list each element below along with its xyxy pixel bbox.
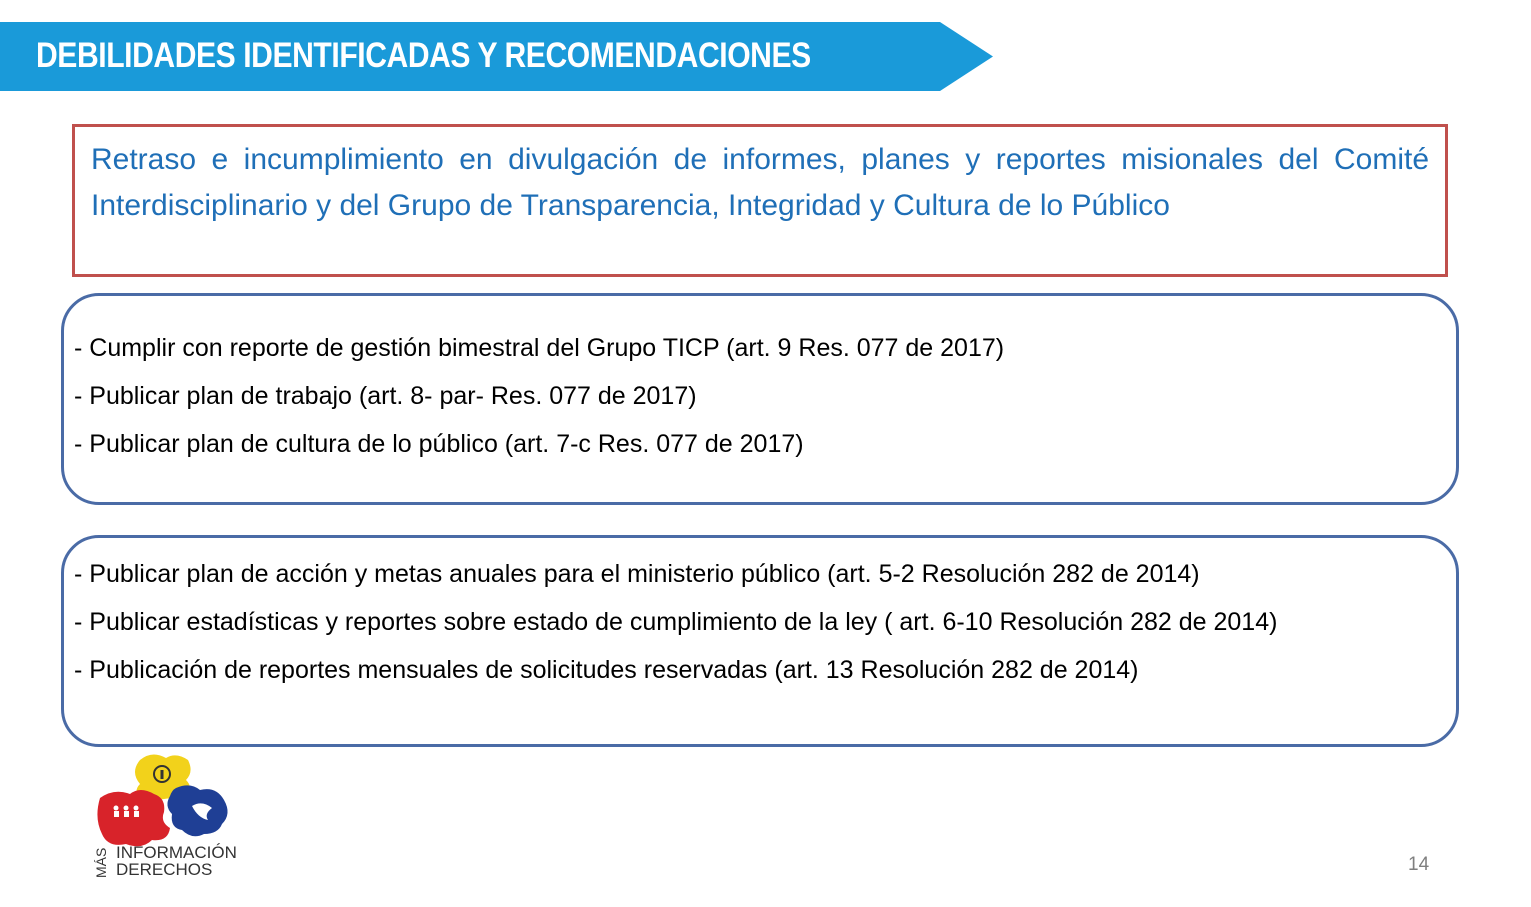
weakness-text: Retraso e incumplimiento en divulgación de informes, planes y reportes misionales del Comité Interdisciplinario y del Grupo de Transparencia, Integridad y Cultura de lo Público (91, 143, 1429, 222)
page-number: 14 (1408, 854, 1430, 875)
title-banner (0, 22, 993, 91)
recommendation-item: - Publicar plan de acción y metas anuales para el ministerio público (art. 5-2 Resolución 282 de 2014) (74, 560, 1200, 588)
recommendation-item: - Publicación de reportes mensuales de solicitudes reservadas (art. 13 Resolución 282 de 2014) (74, 656, 1139, 684)
recommendation-item: - Publicar plan de trabajo (art. 8- par- Res. 077 de 2017) (74, 382, 697, 410)
page-title: DEBILIDADES IDENTIFICADAS Y RECOMENDACIONES (36, 36, 811, 75)
recommendation-item: - Publicar estadísticas y reportes sobre estado de cumplimiento de la ley ( art. 6-10 Resolución 282 de 2014) (74, 608, 1278, 636)
recommendation-item: - Cumplir con reporte de gestión bimestral del Grupo TICP (art. 9 Res. 077 de 2017) (74, 334, 1005, 362)
logo-vertical-text: MÁS (93, 847, 109, 878)
logo-line1: INFORMACIÓN (116, 843, 237, 862)
recommendations-box-1 (61, 293, 1459, 505)
recommendations-box-2 (61, 535, 1459, 747)
logo-line2: DERECHOS (116, 860, 213, 879)
mas-informacion-logo (92, 750, 237, 880)
logo-puzzle-icon (92, 750, 237, 880)
recommendation-item: - Publicar plan de cultura de lo público (art. 7-c Res. 077 de 2017) (74, 430, 804, 458)
weakness-box (72, 124, 1448, 277)
